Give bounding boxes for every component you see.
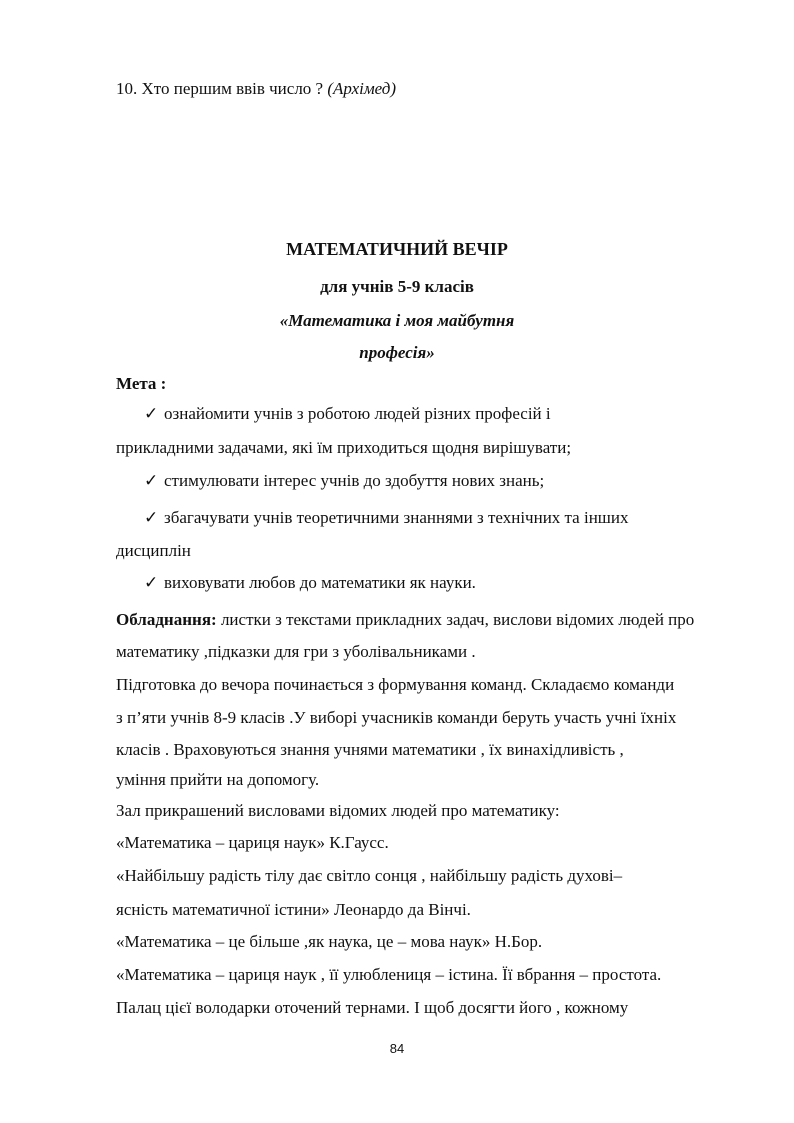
page-title: МАТЕМАТИЧНИЙ ВЕЧІР [286,239,508,259]
equipment-text: листки з текстами прикладних задач, вислови відомих людей про [216,610,695,629]
goal-item-1-cont: прикладними задачами, які їм приходиться щодня вирішувати; [116,438,572,457]
equipment-line-1 [116,610,694,630]
quote-davinci-2: ясність математичної істини» Леонардо да Вінчі. [116,900,471,919]
check-icon: ✓ [144,508,159,527]
goal-item-4 [144,573,476,593]
question-10 [116,79,396,99]
check-icon: ✓ [144,471,159,490]
body-line-4: уміння прийти на допомогу. [116,770,320,789]
equipment-line-2: математику ,підказки для гри з уболівальниками . [116,642,476,661]
goal-item-1 [144,404,551,424]
goal-label: Мета : [116,374,167,393]
question-text: 10. Хто першим ввів число ? [116,79,328,98]
quote-gauss: «Математика – цариця наук» К.Гаусс. [116,833,389,852]
body-line-2: з п’яти учнів 8-9 класів .У виборі учасників команди беруть участь учні їхніх [116,708,677,727]
topic-line-2: професія» [359,343,435,362]
page-subtitle: для учнів 5-9 класів [320,277,474,296]
body-line-5: Зал прикрашений висловами відомих людей про математику: [116,801,560,820]
goal-item-2 [144,471,544,491]
quote-davinci-1: «Найбільшу радість тілу дає світло сонця , найбільшу радість духові– [116,866,623,885]
goal-item-text: виховувати любов до математики як науки. [164,573,476,592]
question-answer: (Архімед) [327,79,397,98]
goal-item-text: збагачувати учнів теоретичними знаннями з технічних та інших [164,508,629,527]
goal-item-text: стимулювати інтерес учнів до здобуття нових знань; [164,471,545,490]
page-number: 84 [389,1041,405,1056]
goal-item-3-cont: дисциплін [116,541,191,560]
goal-item-text: ознайомити учнів з роботою людей різних професій і [164,404,551,423]
body-line-1: Підготовка до вечора починається з формування команд. Складаємо команди [116,675,675,694]
quote-queen-2: Палац цієї володарки оточений тернами. І щоб досягти його , кожному [116,998,629,1017]
topic-line-1: «Математика і моя майбутня [279,311,515,330]
equipment-label: Обладнання: [116,610,217,629]
quote-bohr: «Математика – це більше ,як наука, це – мова наук» Н.Бор. [116,932,543,951]
quote-queen-1: «Математика – цариця наук , її улюблениця – істина. Її вбрання – простота. [116,965,662,984]
body-line-3: класів . Враховуються знання учнями математики , їх винахідливість , [116,740,624,759]
goal-item-3 [144,508,628,528]
check-icon: ✓ [144,573,159,592]
check-icon: ✓ [144,404,159,423]
